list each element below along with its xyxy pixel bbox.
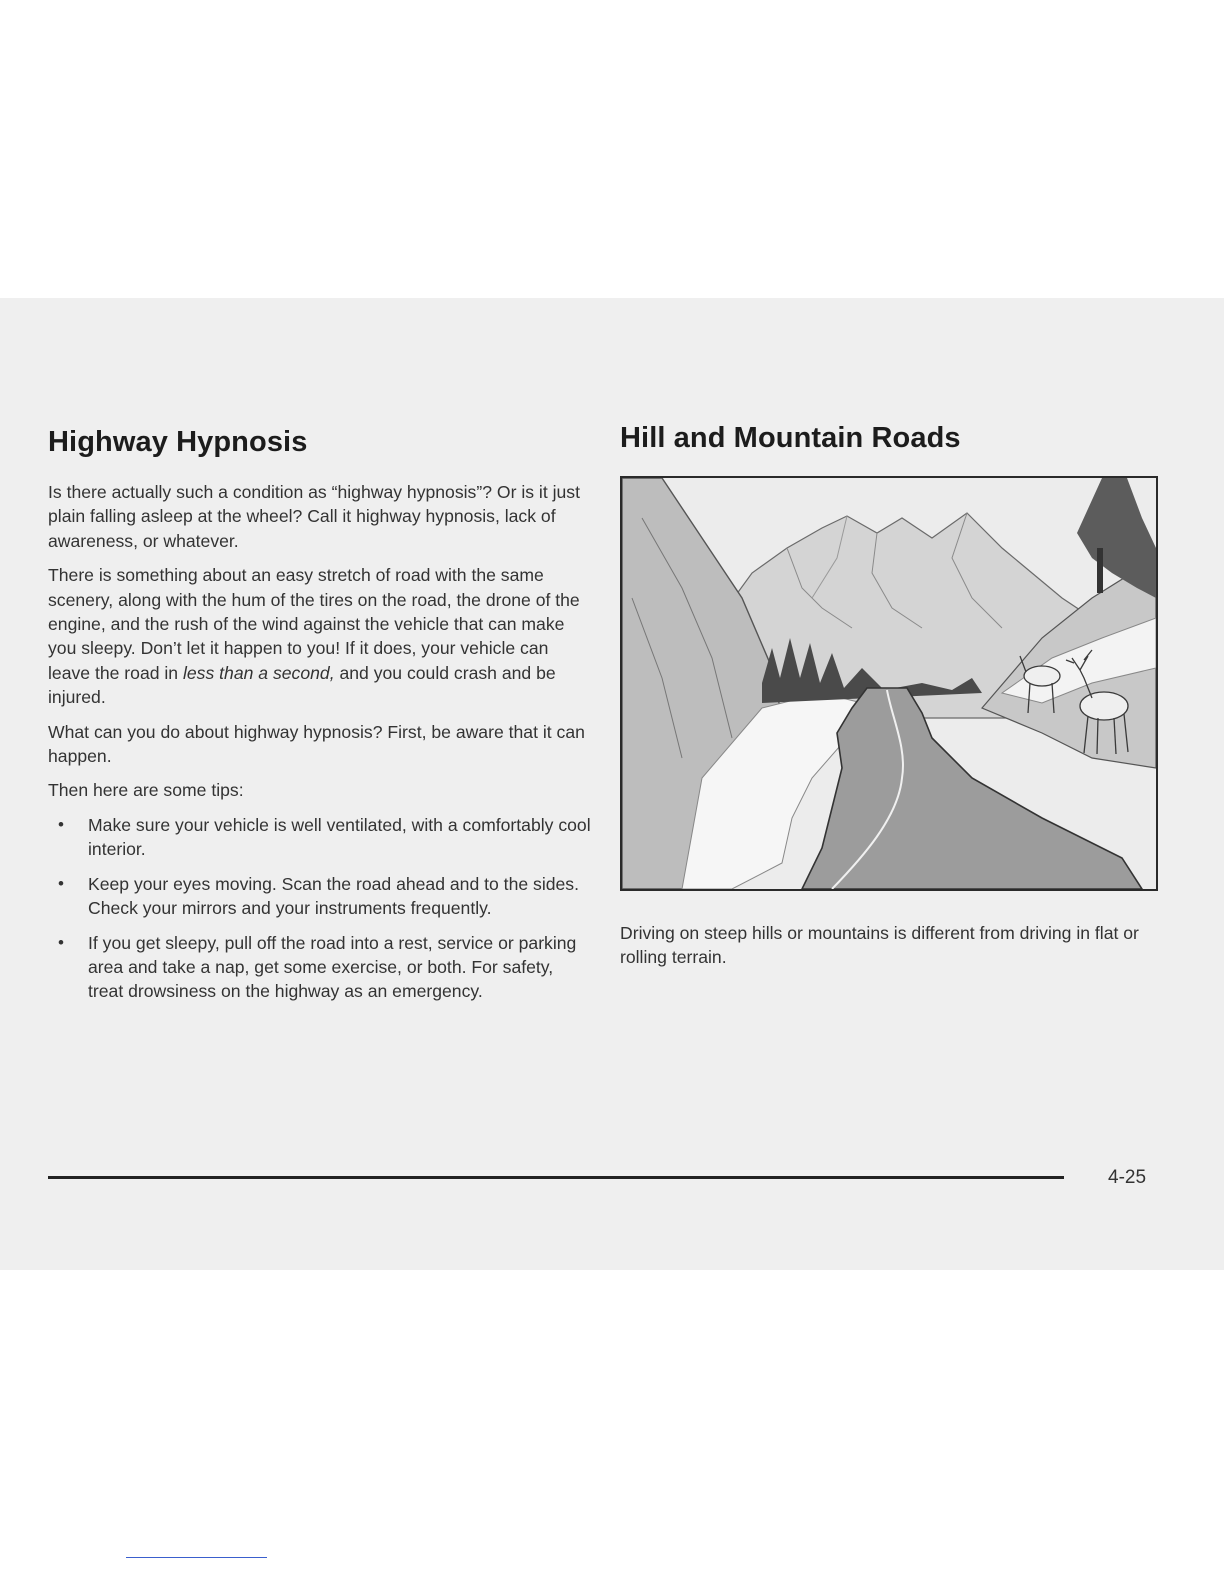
page-number: 4-25 xyxy=(1108,1167,1147,1188)
manual-page xyxy=(0,298,1224,1270)
paragraph-intro: Is there actually such a condition as “highway hypnosis”? Or is it just plain falling asleep at the wheel? Call it highway hypnosis, lack of awareness, or whatever. xyxy=(48,482,580,551)
underline-mark xyxy=(126,1557,267,1558)
footer-rule xyxy=(48,1176,1064,1179)
section-caption: Driving on steep hills or mountains is different from driving in flat or rolling terrain. xyxy=(620,923,1139,968)
section-title-highway-hypnosis: Highway Hypnosis xyxy=(48,426,308,458)
tip-text: Keep your eyes moving. Scan the road ahead and to the sides. Check your mirrors and your instruments frequently. xyxy=(88,873,579,919)
bullet-icon: • xyxy=(58,873,64,893)
paragraph-scenery xyxy=(48,563,593,709)
emphasis-less-than-a-second: less than a second, xyxy=(182,662,335,683)
section-title-hill-mountain-roads: Hill and Mountain Roads xyxy=(620,422,961,454)
paragraph-tips-intro: Then here are some tips: xyxy=(48,780,244,801)
list-item xyxy=(48,931,593,1004)
tip-text: Make sure your vehicle is well ventilated, with a comfortably cool interior. xyxy=(88,814,591,860)
bullet-icon: • xyxy=(58,932,64,952)
tip-text: If you get sleepy, pull off the road into a rest, service or parking area and take a nap, get some exercise, or both. For safety, treat drowsiness on the highway as an emergency. xyxy=(88,932,577,1002)
bullet-icon: • xyxy=(58,814,64,834)
list-item xyxy=(48,813,593,862)
paragraph-scenery-before: There is something about an easy stretch of road with the same scenery, along with the hum of the tires on the road, the drone of the engine, and the rush of the wind against the vehicle that can make you sleepy. Don’t let it happen to you! If it does, your vehicle can leave the road in xyxy=(48,565,580,683)
paragraph-what-can-you-do: What can you do about highway hypnosis? First, be aware that it can happen. xyxy=(48,721,585,767)
list-item xyxy=(48,872,593,921)
tips-list xyxy=(48,813,593,1004)
left-column xyxy=(48,426,593,1014)
paragraph-scenery-after: and you could crash and be injured. xyxy=(48,662,556,708)
right-column xyxy=(620,422,1165,980)
mountain-road-illustration xyxy=(620,476,1158,891)
